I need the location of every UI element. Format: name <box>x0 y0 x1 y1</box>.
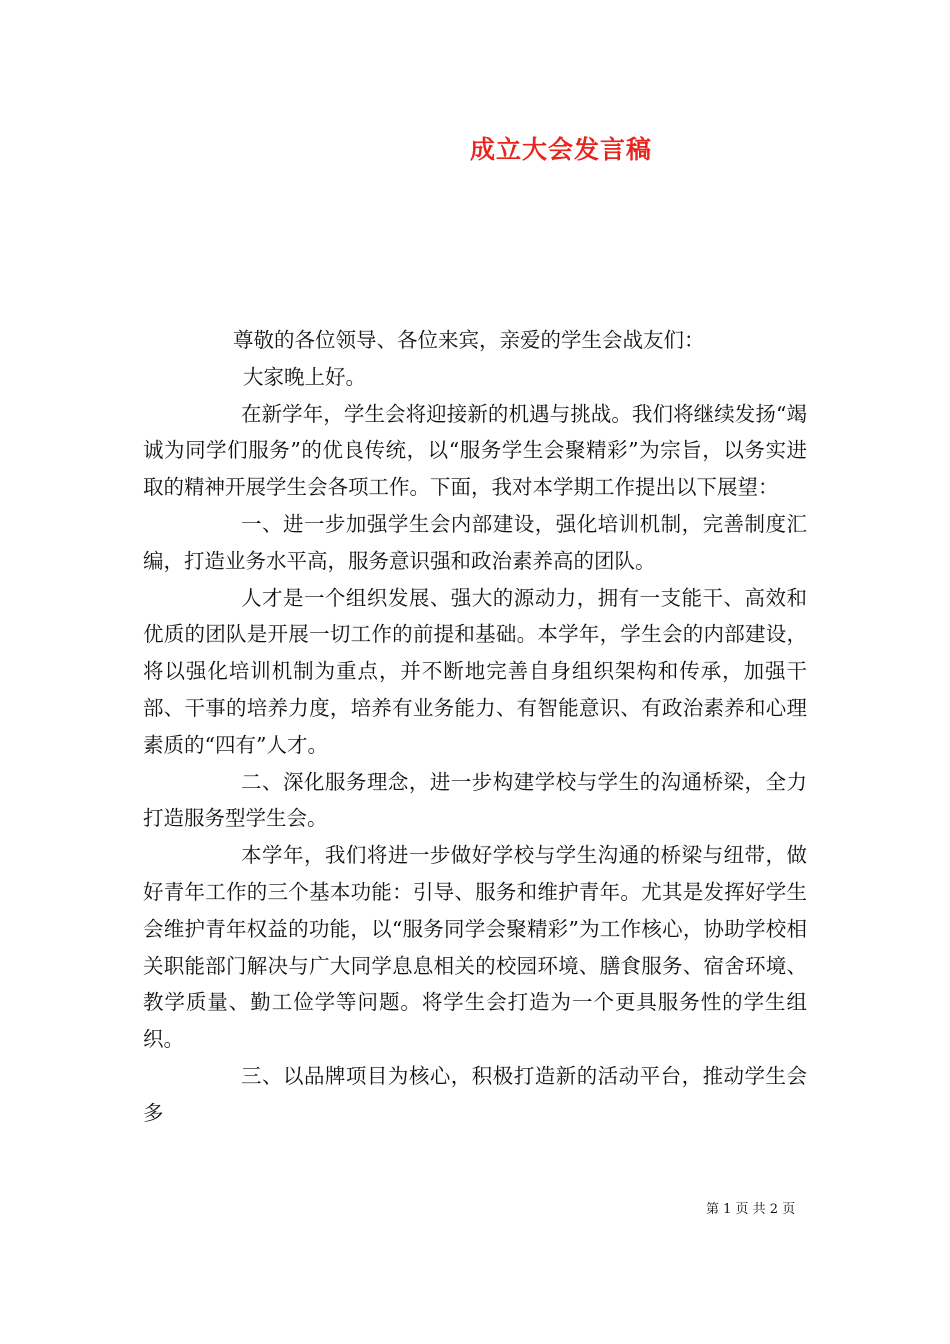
document-body <box>143 322 807 1132</box>
greeting-paragraph: 大家晚上好。 <box>243 364 366 389</box>
document-title: 成立大会发言稿 <box>470 135 653 164</box>
page-number-footer: 第 1 页 共 2 页 <box>706 1202 796 1217</box>
point-one-body: 人才是一个组织发展、强大的源动力，拥有一支能干、高效和优质的团队是开展一切工作的前提和基础。本学年，学生会的内部建设，将以强化培训机制为重点，并不断地完善自身组织架构和传承，加强干部、干事的培养力度，培养有业务能力、有智能意识、有政治素养和心理素质的“四有”人才。 <box>143 585 807 757</box>
salutation-paragraph: 尊敬的各位领导、各位来宾，亲爱的学生会战友们： <box>233 328 705 352</box>
intro-paragraph: 在新学年，学生会将迎接新的机遇与挑战。我们将继续发扬“竭诚为同学们服务”的优良传统，以“服务学生会聚精彩”为宗旨，以务实进取的精神开展学生会各项工作。下面，我对本学期工作提出以下展望： <box>143 401 807 500</box>
point-three-heading: 三、以品牌项目为核心，积极打造新的活动平台，推动学生会多 <box>143 1063 807 1125</box>
point-one-heading: 一、进一步加强学生会内部建设，强化培训机制，完善制度汇编，打造业务水平高，服务意识强和政治素养高的团队。 <box>143 511 807 573</box>
point-two-heading: 二、深化服务理念，进一步构建学校与学生的沟通桥梁，全力打造服务型学生会。 <box>143 769 807 831</box>
point-two-body: 本学年，我们将进一步做好学校与学生沟通的桥梁与纽带，做好青年工作的三个基本功能：引导、服务和维护青年。尤其是发挥好学生会维护青年权益的功能，以“服务同学会聚精彩”为工作核心，协助学校相关职能部门解决与广大同学息息相关的校园环境、膳食服务、宿舍环境、教学质量、勤工俭学等问题。将学生会打造为一个更具服务性的学生组织。 <box>143 843 807 1052</box>
